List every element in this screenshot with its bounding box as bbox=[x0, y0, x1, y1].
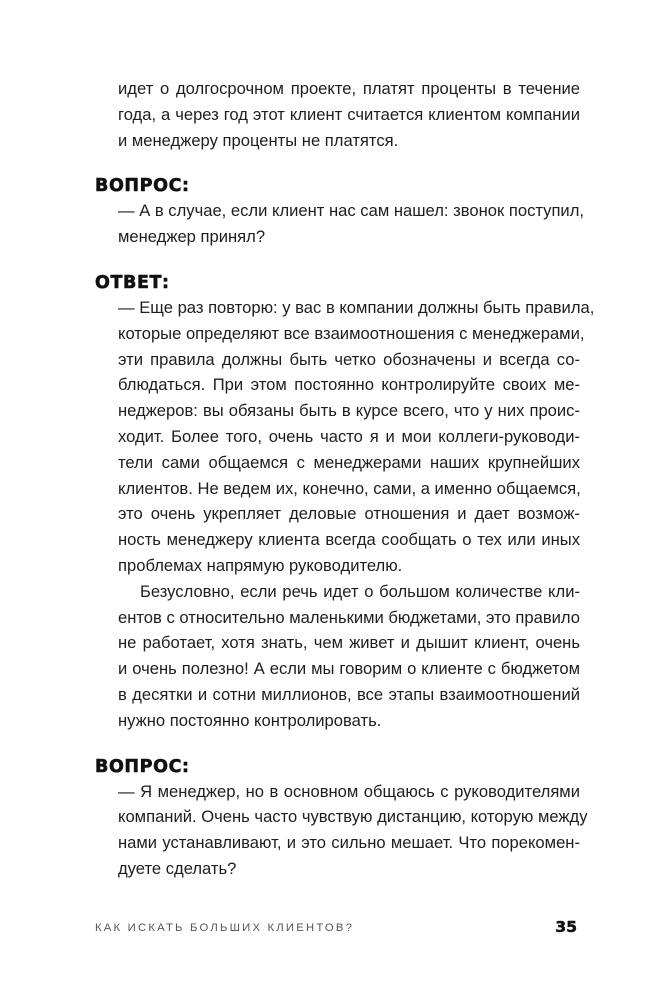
text-line: — Я менеджер, но в основном общаюсь с руководителями bbox=[118, 781, 580, 801]
page-number: 35 bbox=[555, 918, 577, 936]
text-line: это очень укрепляет деловые отношения и дает возмож- bbox=[118, 504, 580, 524]
intro-paragraph bbox=[95, 76, 580, 153]
text-line: и менеджеру проценты не платятся. bbox=[118, 130, 399, 150]
text-line: блюдаться. При этом постоянно контролируйте своих ме- bbox=[118, 375, 580, 395]
text-line: неджеров: вы обязаны быть в курсе всего, что у них проис- bbox=[118, 401, 580, 421]
answer-paragraph-1 bbox=[95, 295, 595, 579]
text-line: компаний. Очень часто чувствую дистанцию, которую между bbox=[118, 807, 588, 827]
text-line: Безусловно, если речь идет о большом количестве кли- bbox=[140, 581, 580, 601]
answer-block-1 bbox=[95, 271, 595, 734]
text-line: — А в случае, если клиент нас сам нашел: звонок поступил, bbox=[118, 201, 584, 221]
text-line: года, а через год этот клиент считается клиентом компании bbox=[118, 104, 580, 124]
text-line: клиентов. Не ведем их, конечно, сами, а именно общаемся, bbox=[118, 478, 581, 498]
text-line: нами устанавливают, и это сильно мешает. Что порекомен- bbox=[118, 833, 580, 853]
question-heading: ВОПРОС: bbox=[95, 176, 190, 197]
running-title: КАК ИСКАТЬ БОЛЬШИХ КЛИЕНТОВ? bbox=[95, 922, 355, 934]
text-line: тели сами общаемся с менеджерами наших крупнейших bbox=[118, 452, 580, 472]
text-line: проблемах напрямую руководителю. bbox=[118, 555, 403, 575]
text-line: — Еще раз повторю: у вас в компании должны быть правила, bbox=[118, 297, 595, 317]
text-line: ность менеджеру клиента всегда сообщать о тех или иных bbox=[118, 530, 580, 550]
text-line: ентов с относительно маленькими бюджетами, это правило bbox=[118, 607, 580, 627]
text-line: эти правила должны быть четко обозначены и всегда со- bbox=[118, 349, 580, 369]
text-line: не работает, хотя знать, чем живет и дышит клиент, очень bbox=[118, 633, 580, 653]
text-line: ходит. Более того, очень часто я и мои коллеги-руководи- bbox=[118, 426, 580, 446]
question-block-1 bbox=[95, 174, 584, 250]
text-line: которые определяют все взаимоотношения с менеджерами, bbox=[118, 323, 585, 343]
question-heading: ВОПРОС: bbox=[95, 756, 190, 777]
text-line: в десятки и сотни миллионов, все этапы взаимоотношений bbox=[118, 684, 580, 704]
question-block-2 bbox=[95, 755, 588, 882]
page-body bbox=[95, 76, 595, 882]
text-line: и очень полезно! А если мы говорим о клиенте с бюджетом bbox=[118, 659, 580, 679]
text-line: идет о долгосрочном проекте, платят проценты в течение bbox=[118, 79, 580, 98]
answer-heading: ОТВЕТ: bbox=[95, 272, 170, 293]
text-line: дуете сделать? bbox=[118, 858, 237, 878]
answer-paragraph-2 bbox=[95, 579, 580, 734]
text-line: менеджер принял? bbox=[118, 227, 266, 247]
text-line: нужно постоянно контролировать. bbox=[118, 710, 382, 730]
